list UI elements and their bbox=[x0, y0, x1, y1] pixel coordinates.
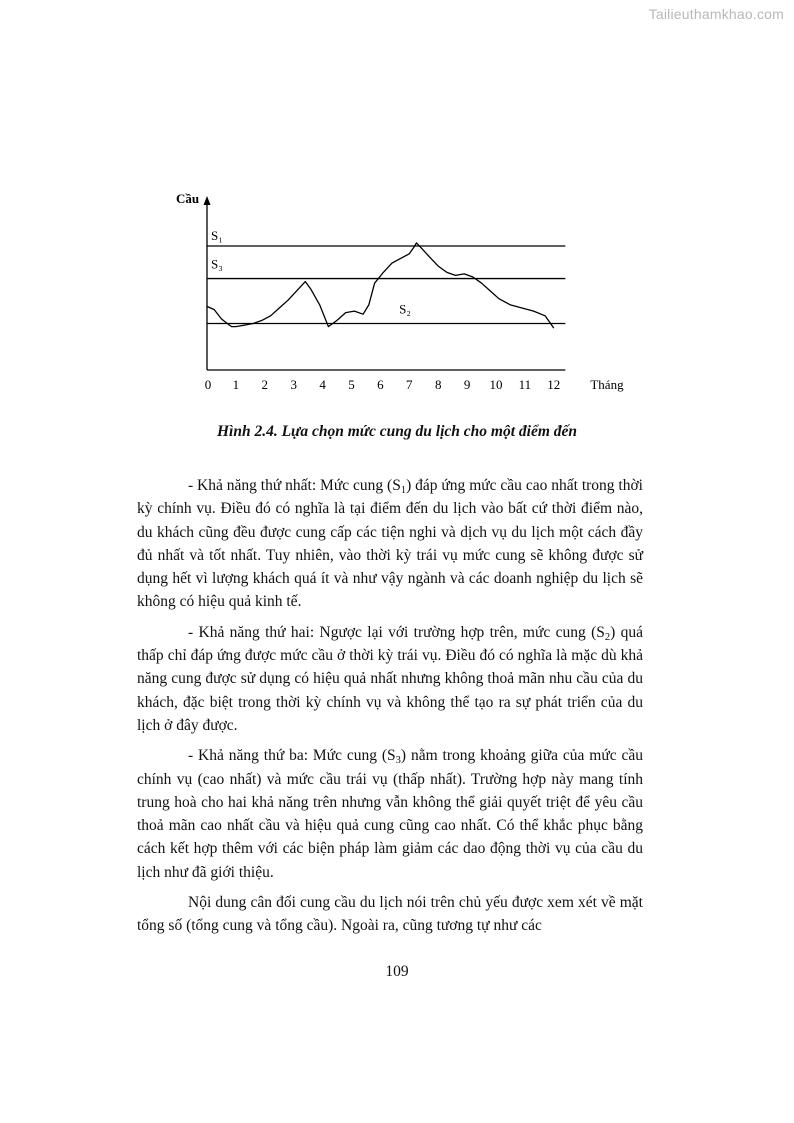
x-tick-label: 12 bbox=[547, 377, 561, 392]
supply-level-label: S₂ bbox=[399, 301, 411, 317]
watermark: Tailieuthamkhao.com bbox=[648, 6, 784, 22]
paragraph-4: Nội dung cân đối cung cầu du lịch nói trên chủ yếu được xem xét về mặt tổng số (tổng cung và tổng cầu). Ngoài ra, cũng tương tự như các bbox=[137, 894, 643, 935]
x-tick-label: 2 bbox=[261, 377, 269, 392]
supply-level-label: S₁ bbox=[211, 228, 223, 243]
paragraph-2: - Khả năng thứ hai: Ngược lại với trường hợp trên, mức cung $(S_2)$ quá thấp chỉ đáp ứng được mức cầu ở thời kỳ trái vụ. Điều đó có nghĩa là mặc dù khả năng cung được sử dụng có hiệu quả nhất nhưng không thoả mãn nhu cầu của du khách, đặc biệt trong thời kỳ chính vụ và không thể tạo ra sự phát triển của du lịch ở đây được. bbox=[137, 623, 644, 734]
body-text bbox=[137, 474, 643, 945]
paragraph-1: - Khả năng thứ nhất: Mức cung $(S_1)$ đáp ứng mức cầu cao nhất trong thời kỳ chính vụ. Điều đó có nghĩa là tại điểm đến du lịch vào bất cứ thời điểm nào, du khách cũng đều được cung cấp các tiện nghi và dịch vụ du lịch một cách đầy đủ nhất và tốt nhất. Tuy nhiên, vào thời kỳ trái vụ mức cung sẽ không được sử dụng hết vì lượng khách quá ít và như vậy ngành và các doanh nghiệp du lịch sẽ không có hiệu quả kinh tế. bbox=[137, 477, 643, 611]
x-tick-label: 1 bbox=[232, 377, 240, 392]
x-axis-label: Tháng bbox=[590, 377, 624, 392]
x-tick-label: 6 bbox=[377, 377, 384, 392]
x-tick-label: 11 bbox=[518, 377, 532, 392]
supply-level-label: S₃ bbox=[211, 256, 223, 272]
supply-demand-figure bbox=[0, 0, 794, 420]
x-tick-label: 7 bbox=[406, 377, 413, 392]
x-tick-label: 5 bbox=[348, 377, 355, 392]
x-tick-label: 10 bbox=[489, 377, 503, 392]
chart bbox=[0, 0, 794, 420]
paragraph-3: - Khả năng thứ ba: Mức cung $(S_3)$ nằm trong khoảng giữa của mức cầu chính vụ (cao nhất) và mức cầu trái vụ (thấp nhất). Trường hợp này mang tính trung hoà cho hai khả năng trên nhưng vẫn không thể giải quyết triệt để yêu cầu thoả mãn cao nhất cầu và hiệu quả cung cũng cao nhất. Có thể khắc phục bằng cách kết hợp thêm với các biện pháp làm giảm các dao động thời vụ của cầu du lịch như đã giới thiệu. bbox=[137, 747, 643, 881]
page-number: 109 bbox=[385, 963, 409, 980]
x-tick-label: 4 bbox=[319, 377, 326, 392]
x-tick-label: 9 bbox=[463, 377, 471, 392]
y-axis-arrow bbox=[204, 196, 211, 205]
figure-caption: Hình 2.4. Lựa chọn mức cung du lịch cho một điểm đến bbox=[216, 423, 578, 440]
demand-curve bbox=[207, 243, 554, 328]
x-tick-label: 0 bbox=[204, 377, 212, 392]
x-tick-label: 3 bbox=[290, 377, 297, 392]
y-axis-label: Cầu bbox=[176, 191, 200, 206]
x-tick-label: 8 bbox=[434, 377, 442, 392]
